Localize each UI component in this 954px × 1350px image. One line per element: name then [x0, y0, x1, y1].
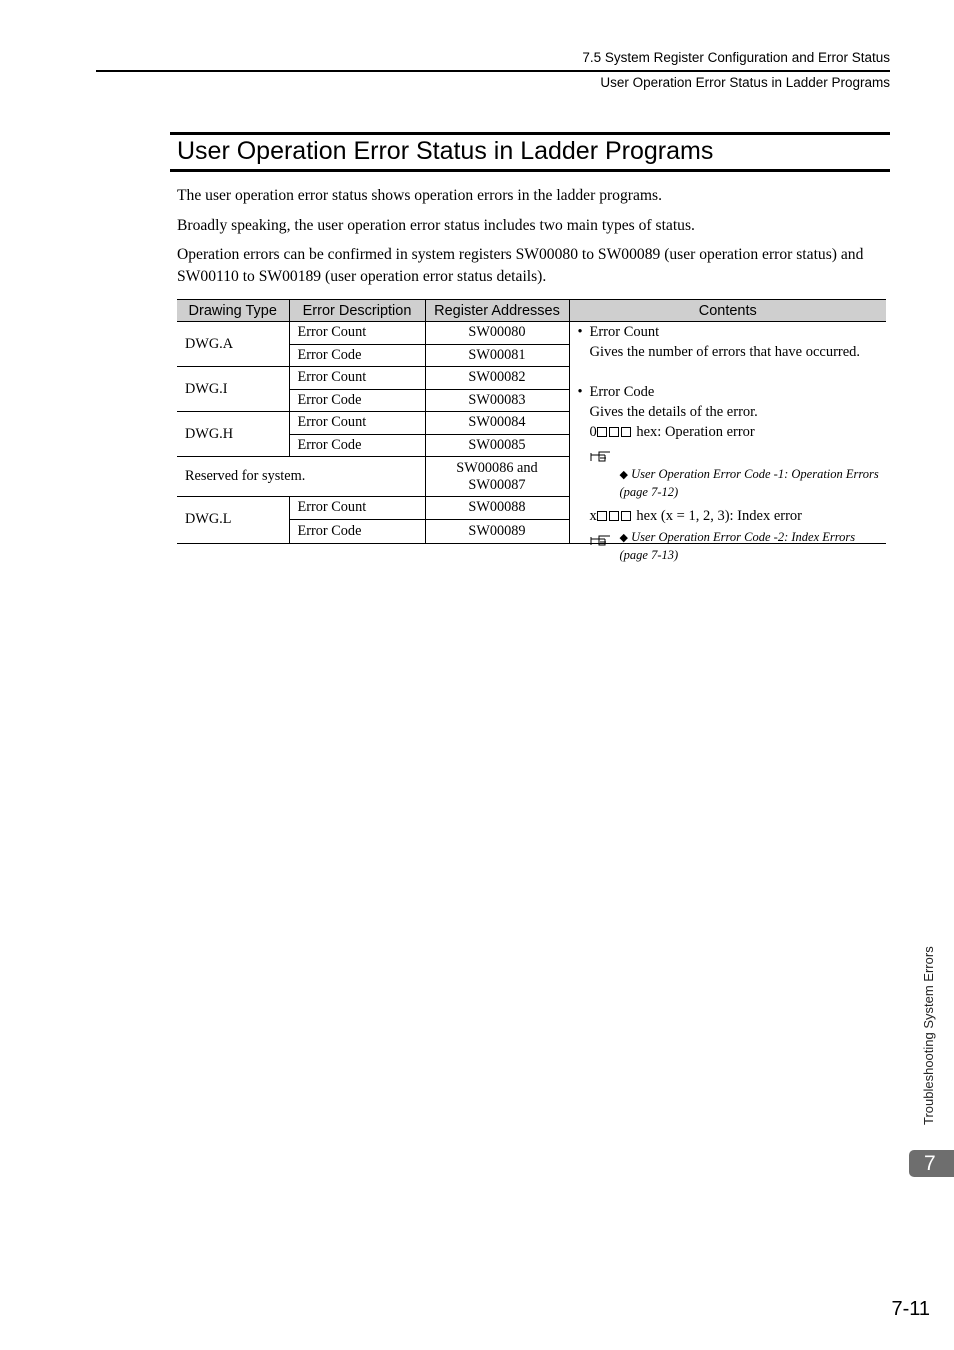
paragraph-1: The user operation error status shows operation errors in the ladder programs.	[177, 187, 662, 204]
reference-text-1: User Operation Error Code -1: Operation Errors (page 7-12)	[619, 467, 879, 499]
error-description-cell: Error Count	[289, 412, 425, 435]
reference-link-operation-errors[interactable]	[620, 466, 882, 501]
contents-error-count-text: Gives the number of errors that have occurred.	[589, 344, 861, 360]
index-error-line	[590, 508, 803, 525]
register-address-cell: SW00084	[425, 412, 569, 435]
drawing-type-cell: DWG.A	[177, 322, 289, 367]
reference-link-index-errors[interactable]	[620, 529, 882, 564]
table-row	[177, 322, 886, 345]
header-drawing-type: Drawing Type	[177, 300, 289, 322]
placeholder-box-icon	[609, 511, 619, 521]
placeholder-box-icon	[597, 427, 607, 437]
placeholder-box-icon	[621, 511, 631, 521]
reserved-address-line-2: SW00087	[468, 476, 526, 493]
index-error-suffix: hex (x = 1, 2, 3): Index error	[632, 508, 802, 524]
placeholder-box-icon	[621, 427, 631, 437]
register-address-cell: SW00085	[425, 434, 569, 457]
bullet-1: •	[577, 324, 583, 340]
drawing-type-cell: DWG.H	[177, 412, 289, 457]
error-description-cell: Error Count	[289, 497, 425, 520]
header-error-description: Error Description	[289, 300, 425, 322]
reserved-address-line-1: SW00086 and	[456, 459, 538, 476]
section-title-box	[170, 132, 890, 172]
header-register-addresses: Register Addresses	[425, 300, 569, 322]
drawing-type-cell: DWG.I	[177, 367, 289, 412]
error-description-cell: Error Count	[289, 322, 425, 345]
error-description-cell: Error Code	[289, 434, 425, 457]
contents-error-code-title: Error Code	[589, 384, 655, 400]
reference-text-2: User Operation Error Code -2: Index Errors (page 7-13)	[619, 530, 856, 562]
page-number: 7-11	[891, 1298, 930, 1320]
contents-cell	[569, 322, 886, 562]
paragraph-3: Operation errors can be confirmed in system registers SW00080 to SW00089 (user operation error status) and SW00110 to SW00189 (user operation error status details).	[177, 246, 864, 285]
placeholder-box-icon	[609, 427, 619, 437]
diamond-marker-icon: ◆	[619, 532, 628, 544]
diamond-marker-icon: ◆	[619, 469, 628, 481]
register-address-cell: SW00083	[425, 389, 569, 412]
operation-error-suffix: hex: Operation error	[632, 424, 755, 440]
register-address-cell	[425, 457, 569, 497]
index-error-prefix: x	[589, 508, 597, 524]
error-status-table	[177, 299, 886, 562]
operation-error-prefix: 0	[589, 424, 597, 440]
register-address-cell: SW00089	[425, 519, 569, 543]
register-address-cell: SW00081	[425, 344, 569, 367]
bullet-2: •	[577, 384, 583, 400]
pointing-hand-icon	[590, 532, 612, 548]
contents-error-count-title: Error Count	[589, 324, 660, 340]
running-header-section: 7.5 System Register Configuration and Error Status	[582, 50, 890, 65]
table-header-row	[177, 300, 886, 322]
register-address-cell: SW00088	[425, 497, 569, 520]
header-contents: Contents	[569, 300, 886, 322]
contents-error-code-text: Gives the details of the error.	[589, 404, 758, 420]
reserved-cell: Reserved for system.	[177, 457, 425, 497]
drawing-type-cell: DWG.L	[177, 497, 289, 544]
error-description-cell: Error Code	[289, 519, 425, 543]
chapter-side-label: Troubleshooting System Errors	[921, 946, 936, 1125]
register-address-cell: SW00080	[425, 322, 569, 345]
register-address-cell: SW00082	[425, 367, 569, 390]
running-header-subsection: User Operation Error Status in Ladder Programs	[600, 75, 890, 90]
section-title: User Operation Error Status in Ladder Programs	[177, 137, 714, 165]
paragraph-2: Broadly speaking, the user operation error status includes two main types of status.	[177, 217, 695, 234]
header-rule	[96, 70, 890, 72]
error-description-cell: Error Code	[289, 389, 425, 412]
operation-error-line	[590, 424, 755, 441]
error-description-cell: Error Count	[289, 367, 425, 390]
chapter-tab: 7	[909, 1150, 954, 1177]
pointing-hand-icon	[590, 448, 612, 464]
error-description-cell: Error Code	[289, 344, 425, 367]
placeholder-box-icon	[597, 511, 607, 521]
